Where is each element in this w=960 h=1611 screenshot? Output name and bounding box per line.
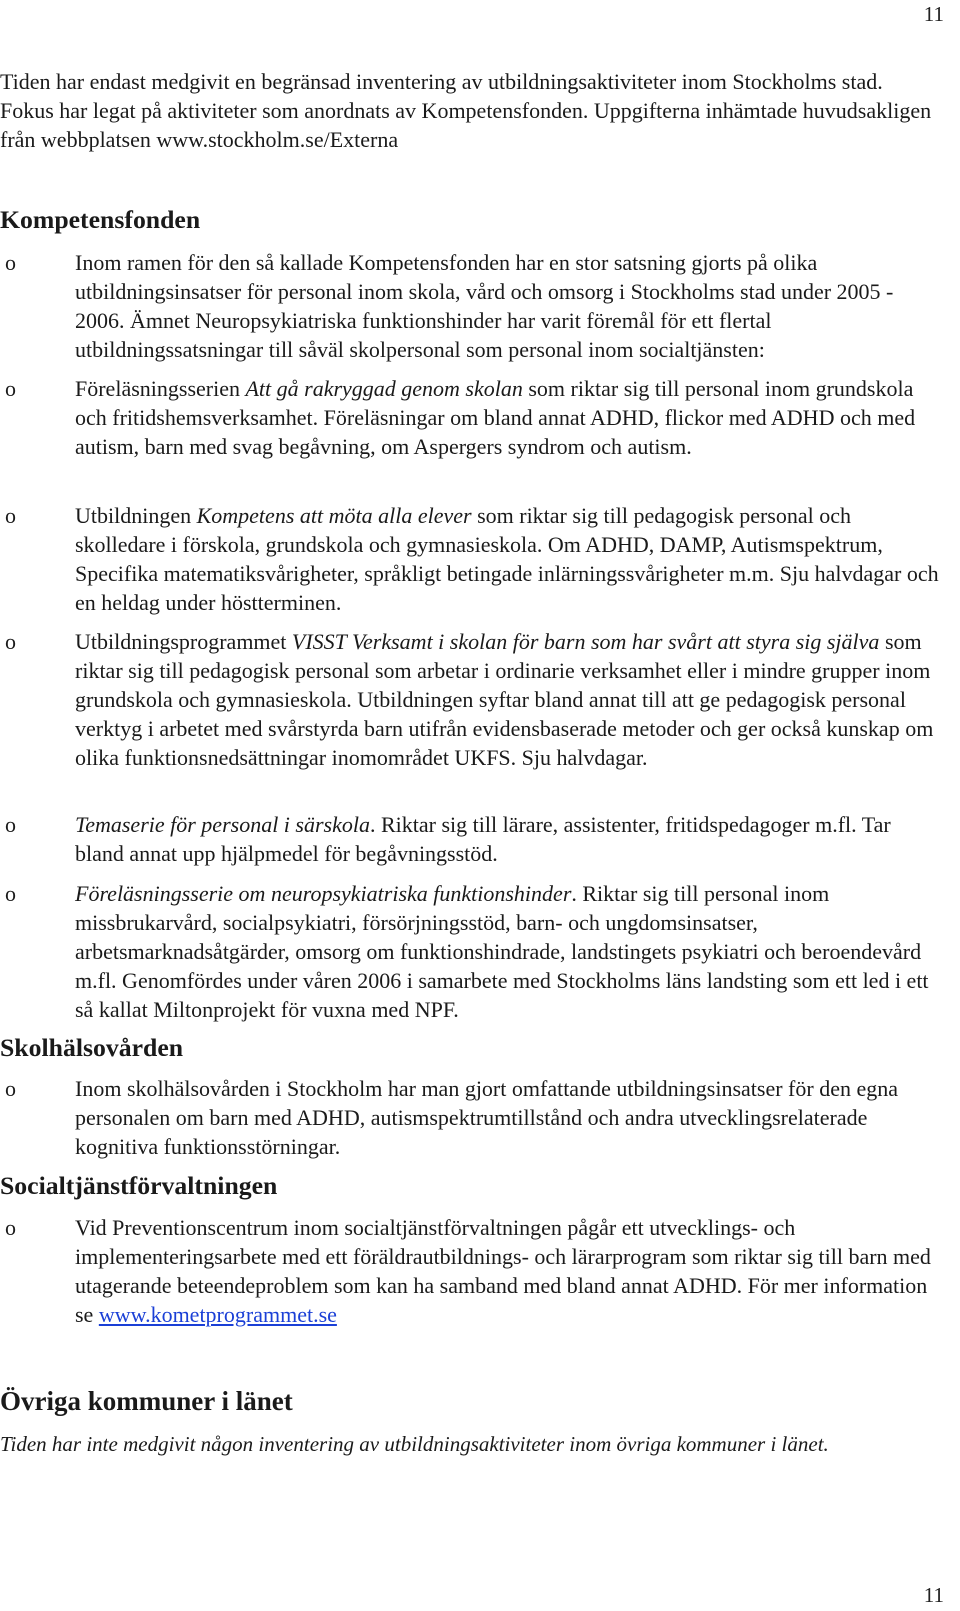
kometprogrammet-link[interactable]: www.kometprogrammet.se (98, 1302, 337, 1327)
list-item-text (75, 374, 940, 461)
bullet: o (5, 250, 16, 275)
bullet: o (5, 1215, 16, 1240)
text-post: som riktar sig till personal inom grundskola och fritidshemsverksamhet. Föreläsningar om bland annat ADHD, flickor med ADHD och med autism, barn med svag begåvning, om Aspergers syndrom och autism. (75, 376, 916, 459)
text-post: som riktar sig till pedagogisk personal som arbetar i ordinarie verksamhet eller i mindre grupper inom grundskola och gymnasieskola. Utbildningen syftar bland annat till att ge pedagogisk personal verktyg i arbetet med svårstyrda barn utifrån evidensbaserade metoder och ger också kunskap om olika funktionsnedsättningar inomområdet UKFS. Sju halvdagar. (75, 629, 934, 770)
list-item (0, 1213, 940, 1329)
bullet: o (5, 503, 16, 528)
intro-paragraph (0, 67, 940, 154)
course-title: Temaserie för personal i särskola (75, 812, 370, 837)
section-heading-ovriga: Övriga kommuner i länet (0, 1386, 293, 1416)
text-post: som riktar sig till pedagogisk personal och skolledare i förskola, grundskola och gymnasieskola. Om ADHD, DAMP, Autismspektrum, Specifika matematiksvårigheter, språkligt betingade inlärningssvårigheter m.m. Sju halvdagar och en heldag under höstterminen. (75, 503, 939, 615)
intro-text: Tiden har endast medgivit en begränsad inventering av utbildningsaktiviteter inom Stockholms stad. Fokus har legat på aktiviteter som anordnats av Kompetensfonden. Uppgifterna inhämtade huvudsakligen från webbplatsen www.stockholm.se/Externa (0, 69, 932, 152)
list-item (0, 501, 940, 617)
list-item-text: Inom ramen för den så kallade Kompetensfonden har en stor satsning gjorts på olika utbildningsinsatser för personal inom skola, vård och omsorg i Stockholms stad under 2005 - 2006. Ämnet Neuropsykiatriska funktionshinder har varit föremål för ett flertal utbildningssatsningar till såväl skolpersonal som personal inom socialtjänsten: (75, 250, 894, 362)
section-heading-skolhalsovarden: Skolhälsovården (0, 1033, 184, 1062)
section-heading-socialtjanst: Socialtjänstförvaltningen (0, 1171, 278, 1200)
bullet: o (5, 629, 16, 654)
text-pre: Utbildningsprogrammet (75, 629, 292, 654)
list-item-text: Inom skolhälsovården i Stockholm har man gjort omfattande utbildningsinsatser för den egna personalen om barn med ADHD, autismspektrumtillstånd och andra utvecklingsrelaterade kognitiva funktionsstörningar. (75, 1076, 898, 1159)
list-item-text (75, 627, 940, 772)
text-post: . Riktar sig till personal inom missbrukarvård, socialpsykiatri, försörjningsstöd, barn- och ungdomsinsatser, arbetsmarknadsåtgärder, omsorg om funktionshindrade, landstingets psykiatri och beroendevård m.fl. Genomfördes under våren 2006 i samarbete med Stockholms läns landsting som ett led i ett så kallat Miltonprojekt för vuxna med NPF. (75, 881, 929, 1022)
bullet: o (5, 376, 16, 401)
list-item (0, 879, 940, 1024)
section-heading-kompetensfonden: Kompetensfonden (0, 205, 201, 234)
course-title: VISST Verksamt i skolan för barn som har svårt att styra sig själva (291, 629, 880, 654)
list-item (0, 248, 940, 364)
text-body: Vid Preventionscentrum inom socialtjänstförvaltningen pågår ett utvecklings- och implementeringsarbete med ett föräldrautbildnings- och lärarprogram som riktar sig till barn med utagerande beteendeproblem som kan ha samband med bland annat ADHD. För mer information se (75, 1215, 931, 1327)
list-item-text (75, 1213, 940, 1329)
ovriga-text: Tiden har inte medgivit någon inventering av utbildningsaktiviteter inom övriga kommuner i länet. (0, 1432, 829, 1456)
course-title: Föreläsningsserie om neuropsykiatriska funktionshinder (75, 881, 572, 906)
text-post: . Riktar sig till lärare, assistenter, fritidspedagoger m.fl. Tar bland annat upp hjälpmedel för begåvningsstöd. (75, 812, 891, 866)
bullet: o (5, 1076, 16, 1101)
list-item (0, 1074, 940, 1161)
list-item (0, 627, 940, 772)
list-item (0, 374, 940, 461)
bullet: o (5, 812, 16, 837)
list-item (0, 810, 940, 868)
bullet: o (5, 881, 16, 906)
text-pre: Utbildningen (75, 503, 197, 528)
list-item-text (75, 501, 940, 617)
list-item-text (75, 810, 940, 868)
course-title: Kompetens att möta alla elever (196, 503, 472, 528)
page-number-bottom: 11 (923, 1583, 944, 1607)
list-item-text (75, 879, 940, 1024)
course-title: Att gå rakryggad genom skolan (245, 376, 523, 401)
page-number-top: 11 (923, 2, 944, 26)
text-pre: Föreläsningsserien (75, 376, 246, 401)
